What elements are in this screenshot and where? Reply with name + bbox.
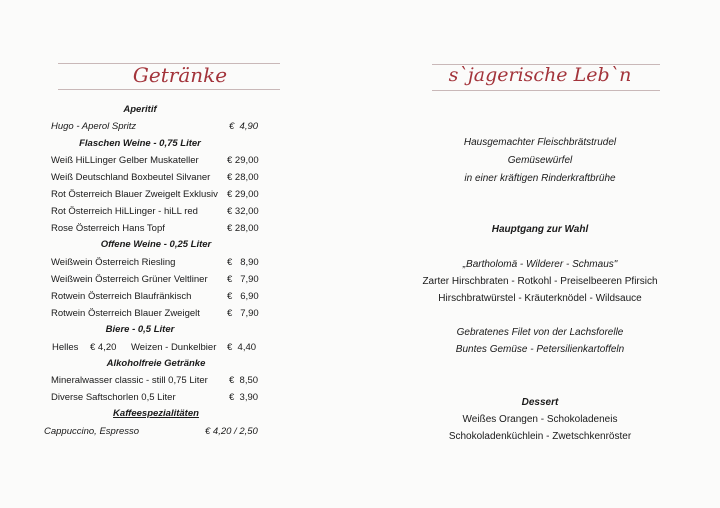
list-item — [0, 392, 360, 406]
dessert-heading: Dessert — [521, 397, 559, 408]
item-price: € 8,50 — [229, 375, 259, 386]
list-item — [0, 223, 360, 237]
list-item — [0, 121, 360, 135]
drinks-heading — [0, 55, 360, 95]
heading-rule-bottom — [432, 90, 660, 91]
item-name: Mineralwasser classic - still 0,75 Liter — [51, 375, 208, 386]
item-price: € 28,00 — [227, 172, 259, 183]
starter-line: in einer kräftigen Rinderkraftbrühe — [464, 173, 616, 184]
item-price: € 29,00 — [227, 189, 259, 200]
dessert-line: Weißes Orangen - Schokoladeneis — [462, 414, 618, 425]
section-kaffee: Kaffeespezialitäten — [113, 408, 199, 419]
list-item — [0, 257, 360, 271]
list-item — [0, 274, 360, 288]
item-price: € 7,90 — [227, 308, 259, 319]
section-flaschen-weine: Flaschen Weine - 0,75 Liter — [79, 138, 201, 149]
list-item — [0, 172, 360, 186]
item-price: € 3,90 — [229, 392, 259, 403]
item-name: Rot Österreich HiLLinger - hiLL red — [51, 206, 198, 217]
item-name: Weißwein Österreich Riesling — [51, 257, 176, 268]
item-name: Diverse Saftschorlen 0,5 Liter — [51, 392, 176, 403]
item-name: Rot Österreich Blauer Zweigelt Exklusiv — [51, 189, 218, 200]
item-price: € 4,20 / 2,50 — [205, 426, 258, 437]
list-item — [0, 426, 360, 440]
item-name: Helles — [52, 342, 79, 353]
list-item — [0, 342, 360, 356]
item-name: Cappuccino, Espresso — [44, 426, 140, 437]
item-price: € 4,20 — [90, 342, 117, 353]
item-name: Hugo - Aperol Spritz — [51, 121, 137, 132]
item-price: € 29,00 — [227, 155, 259, 166]
item-price: € 8,90 — [227, 257, 259, 268]
main-course-heading: Hauptgang zur Wahl — [491, 224, 589, 235]
starter-line: Gemüsewürfel — [507, 155, 573, 166]
heading-rule-bottom — [58, 89, 280, 90]
main-course-line: Zarter Hirschbraten - Rotkohl - Preiselbeeren Pfirsich — [422, 276, 658, 287]
item-name: Weizen - Dunkelbier — [131, 342, 217, 353]
item-price: € 4,40 — [227, 342, 257, 353]
section-aperitif: Aperitif — [123, 104, 157, 115]
list-item — [0, 206, 360, 220]
item-price: € 28,00 — [227, 223, 259, 234]
menu-heading — [360, 55, 720, 95]
item-name: Rose Österreich Hans Topf — [51, 223, 165, 234]
list-item — [0, 291, 360, 305]
item-name: Rotwein Österreich Blauer Zweigelt — [51, 308, 200, 319]
list-item — [0, 375, 360, 389]
section-biere: Biere - 0,5 Liter — [105, 324, 175, 335]
item-name: Weiß HiLLinger Gelber Muskateller — [51, 155, 199, 166]
list-item — [0, 155, 360, 169]
item-name: Rotwein Österreich Blaufränkisch — [51, 291, 192, 302]
list-item — [0, 308, 360, 322]
section-offene-weine: Offene Weine - 0,25 Liter — [100, 239, 212, 250]
item-price: € 32,00 — [227, 206, 259, 217]
fish-line: Buntes Gemüse - Petersilienkartoffeln — [455, 344, 625, 355]
list-item — [0, 189, 360, 203]
drinks-title: Getränke — [132, 63, 228, 87]
item-price: € 7,90 — [227, 274, 259, 285]
item-price: € 4,90 — [229, 121, 259, 132]
starter-line: Hausgemachter Fleischbrätstrudel — [463, 137, 617, 148]
main-course-line: Hirschbratwürstel - Kräuterknödel - Wildsauce — [438, 293, 642, 304]
item-name: Weißwein Österreich Grüner Veltliner — [51, 274, 208, 285]
item-name: Weiß Deutschland Boxbeutel Silvaner — [51, 172, 211, 183]
item-price: € 6,90 — [227, 291, 259, 302]
menu-page — [360, 0, 720, 508]
main-course-line: „Bartholomä - Wilderer - Schmaus" — [462, 259, 618, 270]
menu-title: s`jagerische Leb`n — [448, 64, 632, 86]
dessert-line: Schokoladenküchlein - Zwetschkenröster — [448, 431, 632, 442]
fish-line: Gebratenes Filet von der Lachsforelle — [456, 327, 624, 338]
section-alkoholfrei: Alkoholfreie Getränke — [106, 358, 206, 369]
